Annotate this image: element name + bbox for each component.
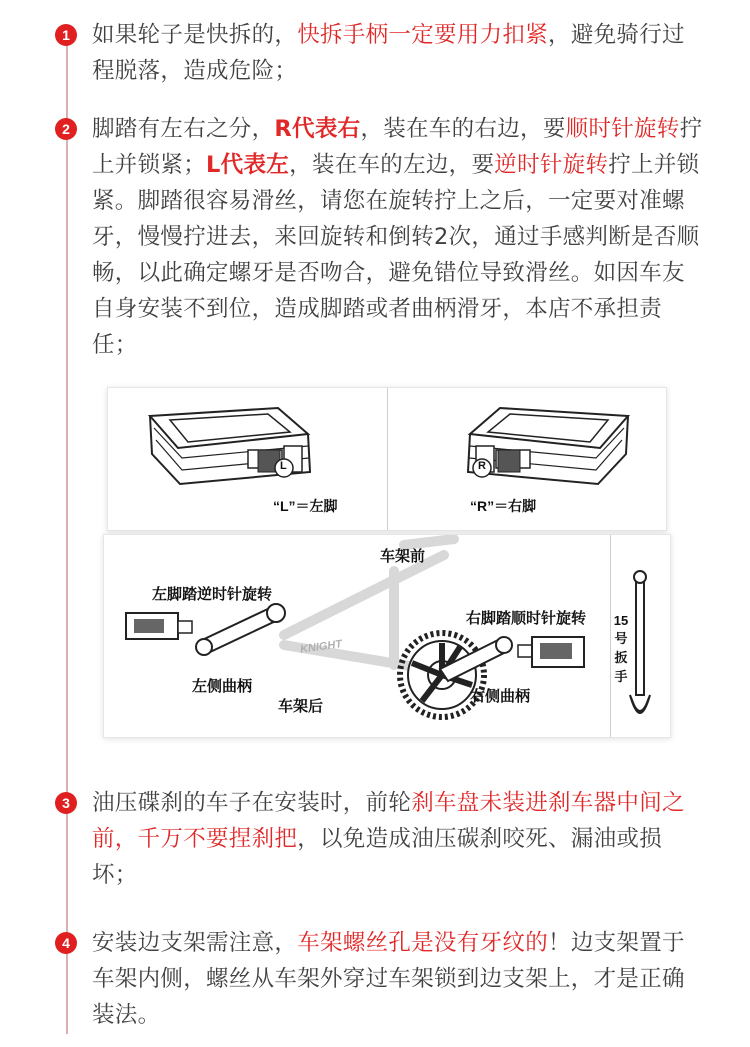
step-number-badge: 1: [55, 24, 77, 46]
text-segment: 脚踏有左右之分，: [92, 116, 275, 142]
text-segment: ，避免骑行过程脱落，造成危险；: [92, 22, 685, 84]
step-number-badge: 3: [55, 792, 77, 814]
text-segment: R代表右: [274, 116, 361, 142]
left-crank-label: 左侧曲柄: [192, 678, 253, 695]
step-1-text: [92, 17, 707, 89]
text-segment: 车架螺丝孔是没有牙纹的: [297, 930, 549, 956]
step-4-text: [92, 925, 707, 1033]
step-2-text: [92, 111, 707, 363]
text-segment: ，装在车的右边，要: [360, 116, 566, 142]
step-number-badge: 2: [55, 118, 77, 140]
step-number-badge: 4: [55, 932, 77, 954]
pedal-install-panel: [103, 534, 671, 738]
text-segment: 如果轮子是快拆的，: [92, 22, 298, 48]
left-pedal-rotation-label: 左脚踏逆时针旋转: [152, 586, 273, 603]
text-segment: ，装在车的左边，要: [289, 152, 495, 178]
pedal-lr-panel: [107, 387, 667, 531]
pedal-illustration: [108, 388, 666, 530]
text-segment: 油压碟刹的车子在安装时，前轮: [92, 790, 412, 816]
text-segment: 拧上并锁紧。脚踏很容易滑丝，请您在旋转拧上之后，一定要对准螺牙，慢慢拧进去，来回旋转和倒转2次，通过手感判断是否顺畅，以此确定螺牙是否吻合，避免错位导致滑丝。如因车友自身安装不到位，造成脚踏或者曲柄滑牙，本店不承担责任；: [92, 152, 700, 358]
text-segment: 逆时针旋转: [494, 152, 609, 178]
right-crank-label: 右侧曲柄: [470, 688, 531, 705]
right-pedal-rotation-label: 右脚踏顺时针旋转: [466, 610, 587, 627]
pedal-letter-r: R: [478, 460, 486, 472]
frame-brand-text: KNIGHT: [299, 638, 343, 656]
text-segment: 安装边支架需注意，: [92, 930, 298, 956]
text-segment: ，以免造成油压碳刹咬死、漏油或损坏；: [92, 826, 663, 888]
left-pedal-caption: “L”＝左脚: [273, 498, 338, 514]
text-segment: ！边支架置于车架内侧，螺丝从车架外穿过车架锁到边支架上，才是正确装法。: [92, 930, 685, 1028]
frame-rear-label: 车架后: [278, 698, 324, 715]
text-segment: 顺时针旋转: [565, 116, 680, 142]
frame-front-label: 车架前: [380, 548, 426, 565]
text-segment: 刹车盘未装进刹车器中间之前，千万不要捏刹把: [92, 790, 685, 852]
text-segment: 快拆手柄一定要用力扣紧: [297, 22, 549, 48]
wrench-label: 15 号 扳 手: [613, 613, 629, 684]
text-segment: 拧上并锁紧；: [92, 116, 703, 178]
timeline-line: [66, 34, 68, 1034]
text-segment: L代表左: [206, 152, 290, 178]
right-pedal-caption: “R”＝右脚: [470, 498, 537, 514]
step-3-text: [92, 785, 707, 893]
pedal-letter-l: L: [280, 460, 287, 472]
